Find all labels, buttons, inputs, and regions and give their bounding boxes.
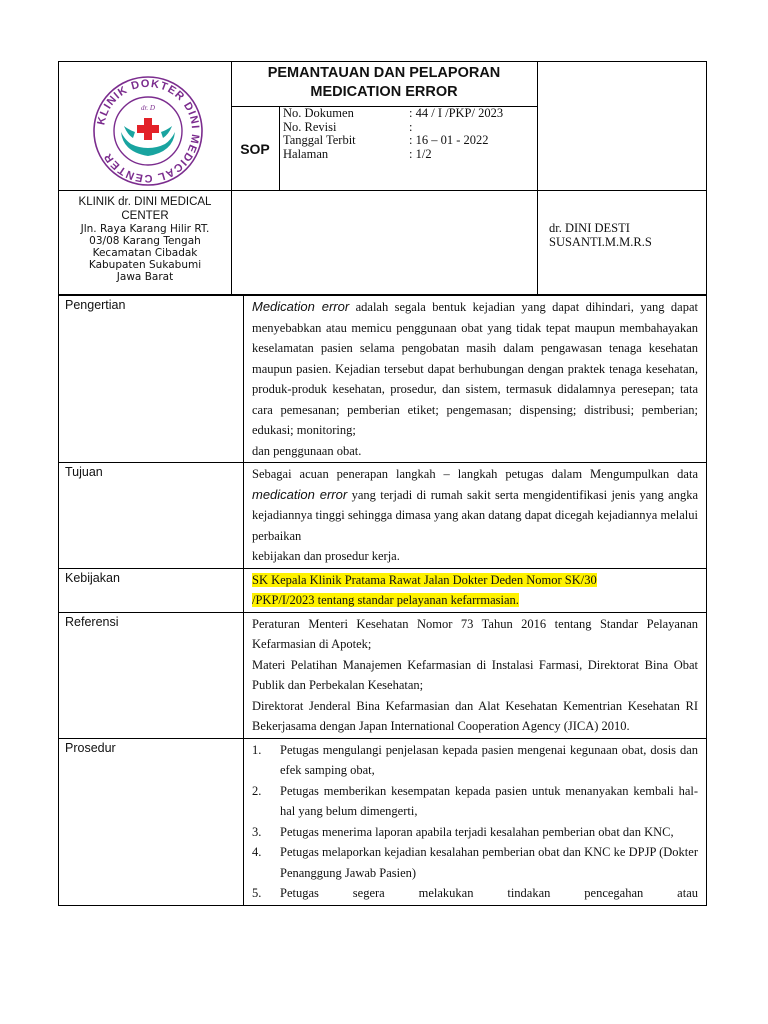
section-label: Kebijakan bbox=[59, 568, 244, 612]
hands-with-cross-icon bbox=[121, 118, 175, 156]
procedure-step: 3. Petugas menerima laporan apabila terjadi kesalahan pemberian obat dan KNC, bbox=[252, 824, 674, 839]
meta-row-revisi: No. Revisi : bbox=[283, 119, 413, 134]
sop-label: SOP bbox=[240, 141, 270, 157]
clinic-address-line: Kabupaten Sukabumi bbox=[88, 259, 202, 271]
document-header bbox=[58, 61, 707, 191]
section-pengertian bbox=[59, 296, 707, 463]
procedure-step: 5. Petugas segera melakukan tindakan pencegahan atau bbox=[252, 886, 698, 900]
logo-inner-text: dr. D bbox=[140, 104, 156, 112]
meta-row-tanggal: Tanggal Terbit : 16 – 01 - 2022 bbox=[283, 133, 489, 147]
reference-item: Peraturan Menteri Kesehatan Nomor 73 Tahun 2016 tentang Standar Pelayanan Kefarmasian di Apotek; bbox=[252, 616, 698, 651]
section-content bbox=[244, 738, 707, 905]
document-meta bbox=[283, 107, 537, 161]
reference-item: Direktorat Jenderal Bina Kefarmasian dan Alat Kesehatan Kementrian Kesehatan RI Bekerjasama dengan Japan International Cooperation Agency (JICA) 2010. bbox=[252, 698, 698, 733]
procedure-step: 1. Petugas mengulangi penjelasan kepada pasien mengenai kegunaan obat, dosis dan efek samping obat, bbox=[252, 742, 698, 777]
procedure-step: 4. Petugas melaporkan kejadian kesalahan pemberian obat dan KNC ke DPJP (Dokter Penanggung Jawab Pasien) bbox=[252, 845, 698, 880]
section-content bbox=[244, 568, 707, 612]
clinic-logo bbox=[91, 74, 205, 188]
sop-document bbox=[58, 61, 707, 906]
section-referensi bbox=[59, 612, 707, 738]
section-content: Sebagai acuan penerapan langkah – langkah petugas dalam Mengumpulkan data medication error yang terjadi di rumah sakit serta mengidentifikasi jenis yang angka kejadiannya tinggi sehingga dimasa yang akan datang dapat dicegah kejadiannya melalui perbaikan kebijakan dan prosedur kerja. bbox=[244, 463, 707, 569]
reference-item: Materi Pelatihan Manajemen Kefarmasian di Instalasi Farmasi, Direktorat Bina Obat Publik dan Perbekalan Kesehatan; bbox=[252, 657, 698, 692]
clinic-address-line: Jln. Raya Karang Hilir RT. bbox=[80, 223, 210, 235]
highlighted-text: /PKP/I/2023 tentang standar pelayanan kefarrmasian. bbox=[252, 593, 519, 607]
section-label: Tujuan bbox=[59, 463, 244, 569]
signer-name: dr. DINI DESTI SUSANTI.M.M.R.S bbox=[549, 221, 652, 249]
section-label: Referensi bbox=[59, 612, 244, 738]
meta-row-dokumen: No. Dokumen : 44 / I /PKP/ 2023 bbox=[283, 106, 504, 120]
clinic-address-line: Kecamatan Cibadak bbox=[92, 247, 198, 259]
document-title: PEMANTAUAN DAN PELAPORAN MEDICATION ERROR bbox=[267, 65, 501, 100]
logo-ring-text: KLINIK DOKTER DINI MEDICAL CENTER bbox=[95, 77, 202, 185]
clinic-name-line1: KLINIK dr. DINI MEDICAL bbox=[78, 196, 212, 208]
clinic-address-line: Jawa Barat bbox=[116, 271, 174, 283]
section-kebijakan bbox=[59, 568, 707, 612]
procedure-step: 2. Petugas memberikan kesempatan kepada pasien untuk menanyakan kembali hal-hal yang belum dimengerti, bbox=[252, 783, 698, 818]
clinic-name-line2: CENTER bbox=[121, 210, 169, 222]
sop-sections bbox=[58, 295, 707, 906]
clinic-address-line: 03/08 Karang Tengah bbox=[89, 235, 201, 247]
highlighted-text: SK Kepala Klinik Pratama Rawat Jalan Dokter Deden Nomor SK/30 bbox=[252, 572, 597, 587]
section-label: Pengertian bbox=[59, 296, 244, 463]
section-prosedur bbox=[59, 738, 707, 905]
section-content: Medication error adalah segala bentuk kejadian yang dapat dihindari, yang dapat menyebabkan atau memicu penggunaan obat yang tidak tepat maupun membahayakan keselamatan pasien selama pengobatan masih dalam pengawasan tenaga kesehatan maupun pasien. Kejadian tersebut dapat berhubungan dengan praktek tenaga kesehatan, produk-produk kesehatan, prosedur, dan sistem, termasuk didalamnya peresepan; tata cara pemesanan; pemberian etiket; pengemasan; dispensing; distribusi; pemberian; edukasi; monitoring; dan penggunaan obat. bbox=[244, 296, 707, 463]
section-content bbox=[244, 612, 707, 738]
procedure-steps bbox=[252, 740, 698, 904]
section-label: Prosedur bbox=[59, 738, 244, 905]
meta-row-halaman: Halaman : 1/2 bbox=[283, 146, 432, 161]
clinic-row bbox=[58, 191, 707, 295]
clinic-info bbox=[59, 195, 231, 283]
section-tujuan bbox=[59, 463, 707, 569]
